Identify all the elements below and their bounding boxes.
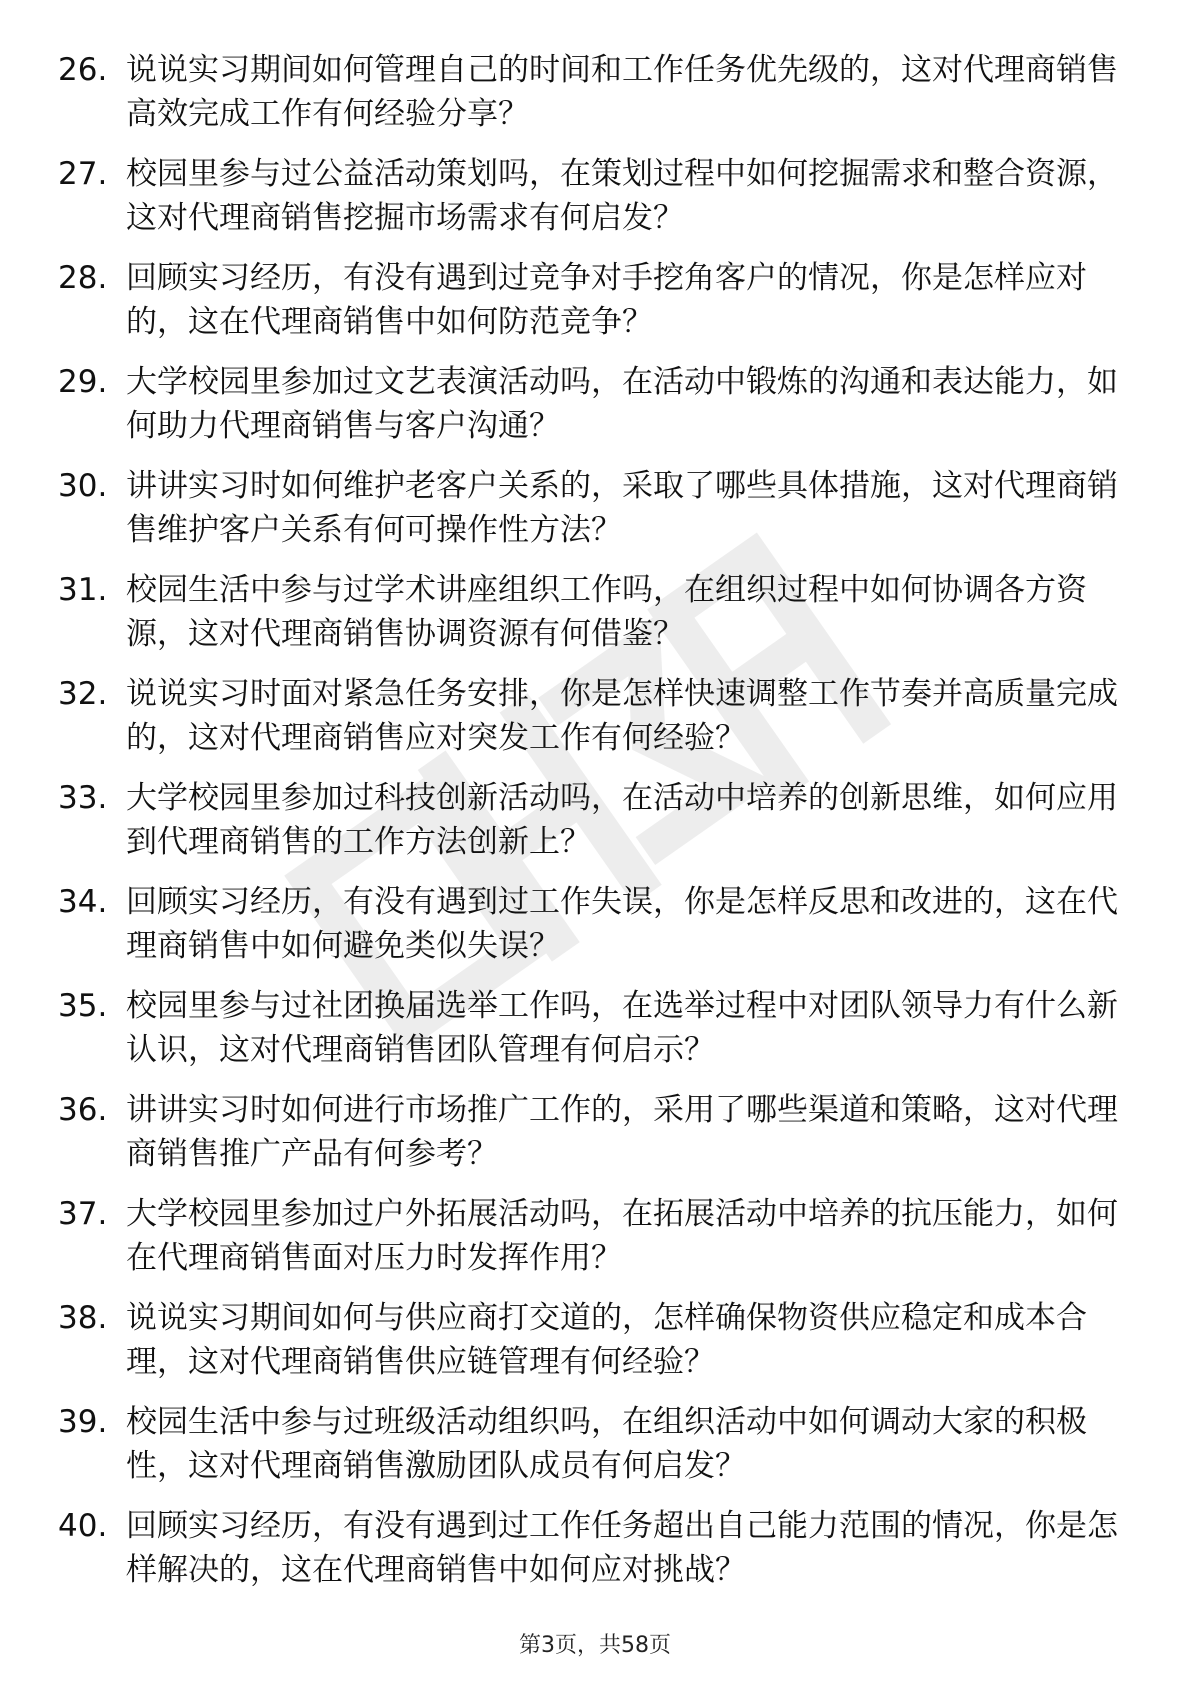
question-number: 31. [58, 572, 108, 608]
question-text: 校园里参与过社团换届选举工作吗，在选举过程中对团队领导力有什么新认识，这对代理商销售团队管理有何启示？ [126, 988, 1118, 1068]
list-item [58, 672, 1118, 776]
question-text: 回顾实习经历，有没有遇到过工作失误，你是怎样反思和改进的，这在代理商销售中如何避免类似失误？ [126, 884, 1118, 964]
list-item [58, 360, 1118, 464]
question-text: 校园生活中参与过班级活动组织吗，在组织活动中如何调动大家的积极性，这对代理商销售激励团队成员有何启发？ [126, 1404, 1087, 1484]
question-number: 39. [58, 1404, 108, 1440]
question-number: 38. [58, 1300, 108, 1336]
question-number: 37. [58, 1196, 108, 1232]
question-number: 36. [58, 1092, 108, 1128]
list-item [58, 1504, 1118, 1608]
list-item [58, 776, 1118, 880]
list-item [58, 1088, 1118, 1192]
list-item [58, 152, 1118, 256]
list-item [58, 1192, 1118, 1296]
question-text: 回顾实习经历，有没有遇到过竞争对手挖角客户的情况，你是怎样应对的，这在代理商销售中如何防范竞争？ [126, 260, 1087, 340]
question-number: 40. [58, 1508, 108, 1544]
list-item [58, 984, 1118, 1088]
question-text: 说说实习时面对紧急任务安排，你是怎样快速调整工作节奏并高质量完成的，这对代理商销售应对突发工作有何经验？ [126, 676, 1118, 756]
question-text: 讲讲实习时如何维护老客户关系的，采取了哪些具体措施，这对代理商销售维护客户关系有何可操作性方法？ [126, 468, 1118, 548]
question-number: 34. [58, 884, 108, 920]
question-text: 说说实习期间如何与供应商打交道的，怎样确保物资供应稳定和成本合理，这对代理商销售供应链管理有何经验？ [126, 1300, 1087, 1380]
question-number: 33. [58, 780, 108, 816]
list-item [58, 1400, 1118, 1504]
list-item [58, 256, 1118, 360]
question-number: 32. [58, 676, 108, 712]
question-text: 大学校园里参加过文艺表演活动吗，在活动中锻炼的沟通和表达能力，如何助力代理商销售与客户沟通？ [126, 364, 1118, 444]
question-number: 28. [58, 260, 108, 296]
list-item [58, 48, 1118, 152]
question-list [58, 48, 1118, 1608]
question-number: 35. [58, 988, 108, 1024]
question-text: 校园生活中参与过学术讲座组织工作吗，在组织过程中如何协调各方资源，这对代理商销售协调资源有何借鉴？ [126, 572, 1087, 652]
list-item [58, 568, 1118, 672]
question-number: 26. [58, 52, 108, 88]
question-number: 29. [58, 364, 108, 400]
question-number: 30. [58, 468, 108, 504]
question-number: 27. [58, 156, 108, 192]
question-text: 大学校园里参加过科技创新活动吗，在活动中培养的创新思维，如何应用到代理商销售的工作方法创新上？ [126, 780, 1118, 860]
question-text: 校园里参与过公益活动策划吗，在策划过程中如何挖掘需求和整合资源，这对代理商销售挖掘市场需求有何启发？ [126, 156, 1118, 236]
page-number: 第3页，共58页 [519, 1633, 671, 1658]
list-item [58, 1296, 1118, 1400]
question-text: 讲讲实习时如何进行市场推广工作的，采用了哪些渠道和策略，这对代理商销售推广产品有何参考？ [126, 1092, 1118, 1172]
question-text: 说说实习期间如何管理自己的时间和工作任务优先级的，这对代理商销售高效完成工作有何经验分享？ [126, 52, 1118, 132]
question-text: 回顾实习经历，有没有遇到过工作任务超出自己能力范围的情况，你是怎样解决的，这在代理商销售中如何应对挑战？ [126, 1508, 1118, 1588]
question-text: 大学校园里参加过户外拓展活动吗，在拓展活动中培养的抗压能力，如何在代理商销售面对压力时发挥作用？ [126, 1196, 1118, 1276]
list-item [58, 880, 1118, 984]
list-item [58, 464, 1118, 568]
